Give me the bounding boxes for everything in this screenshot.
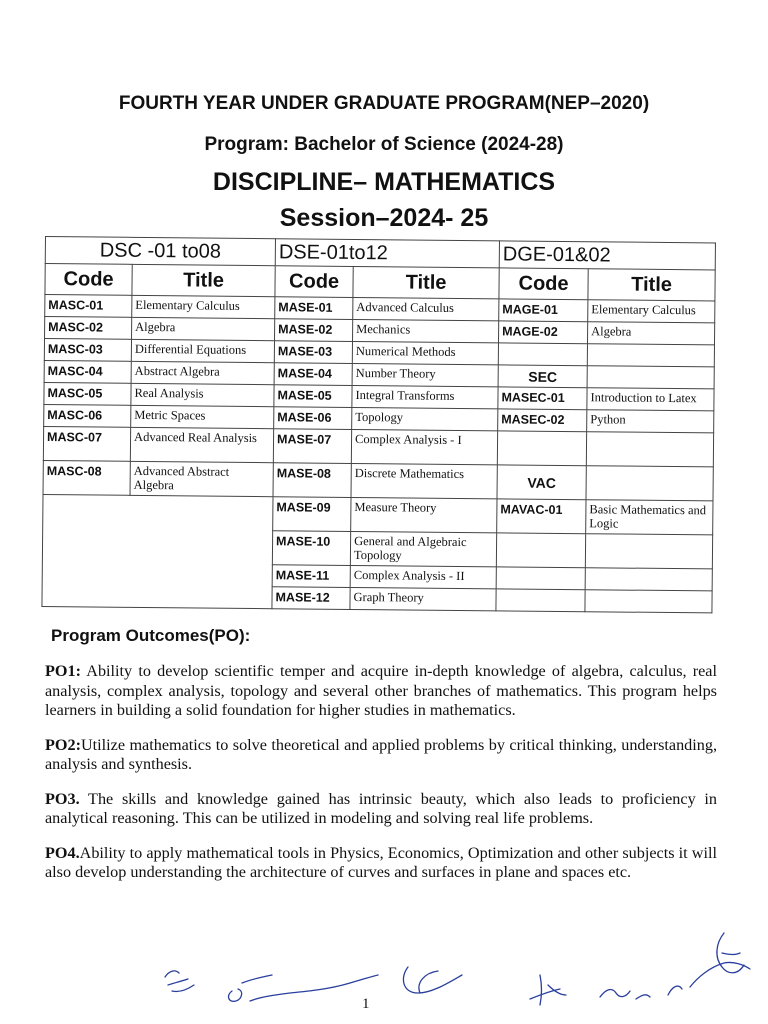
dse-title: Mechanics: [353, 319, 499, 342]
dsc-title: Advanced Real Analysis: [130, 427, 273, 462]
po-item: [45, 844, 717, 883]
group-header-dge: DGE-01&02: [499, 241, 715, 270]
dse-code: MASE-11: [272, 565, 350, 588]
po-text: Ability to develop scientific temper and acquire in-depth knowledge of algebra, calculus, real analysis, complex analysis, topology and several other branches of mathematics. This program helps learners in building a solid foundation for higher studies in mathematics.: [45, 662, 717, 719]
po-label: PO3.: [45, 789, 80, 808]
po-label: PO4.: [45, 843, 80, 862]
dsc-title: Elementary Calculus: [132, 295, 275, 318]
group-header-dse: DSE-01to12: [275, 239, 499, 268]
dse-title: Advanced Calculus: [353, 297, 499, 320]
vac-label: VAC: [497, 465, 586, 500]
empty-cell: [585, 568, 712, 591]
empty-cell: [496, 589, 585, 612]
sec-title: Python: [587, 410, 714, 433]
dsc-code: MASC-05: [44, 382, 131, 405]
dsc-title: Algebra: [132, 317, 275, 340]
dse-title: Complex Analysis - II: [350, 565, 496, 588]
empty-cell: [497, 431, 586, 466]
column-header-title: Title: [588, 269, 715, 301]
empty-cell: [587, 366, 714, 389]
dse-code: MASE-12: [272, 587, 350, 610]
sec-title: Introduction to Latex: [587, 388, 714, 411]
po-text: Ability to apply mathematical tools in Physics, Economics, Optimization and other subjects it will also develop understanding the architecture of curves and surfaces in plane and spaces etc.: [45, 843, 717, 881]
dse-title: Complex Analysis - I: [351, 429, 497, 464]
po-label: PO2:: [45, 735, 81, 754]
dge-code: MAGE-02: [499, 321, 588, 344]
empty-cell: [587, 344, 714, 367]
dge-title: Algebra: [588, 322, 715, 345]
dsc-title: Advanced Abstract Algebra: [130, 461, 273, 496]
empty-cell: [498, 343, 587, 366]
po-label: PO1:: [45, 662, 81, 680]
sec-code: MASEC-02: [498, 409, 587, 432]
empty-cell: [586, 466, 713, 501]
dse-title: General and Algebraic Topology: [350, 531, 496, 566]
header-discipline: DISCIPLINE– MATHEMATICS: [212, 168, 556, 196]
header-program: Program: Bachelor of Science (2024-28): [204, 134, 564, 155]
group-header-dsc: DSC -01 to08: [45, 237, 275, 266]
dsc-code: MASC-01: [45, 295, 132, 318]
dsc-title: Metric Spaces: [131, 405, 274, 428]
dse-code: MASE-02: [275, 319, 353, 342]
column-header-title: Title: [132, 264, 275, 296]
dge-title: Elementary Calculus: [588, 300, 715, 323]
dse-code: MASE-07: [273, 429, 351, 464]
dse-title: Number Theory: [352, 363, 498, 386]
dse-title: Discrete Mathematics: [351, 463, 497, 498]
column-header-title: Title: [353, 266, 499, 298]
po-item: [45, 736, 717, 775]
dse-code: MASE-03: [274, 341, 352, 364]
header-session: Session–2024- 25: [279, 204, 489, 232]
po-text: The skills and knowledge gained has intrinsic beauty, which also leads to proficiency in analytical reasoning. This can be utilized in modeling and solving real life problems.: [45, 789, 717, 827]
dse-code: MASE-09: [273, 497, 351, 532]
sec-label: SEC: [498, 365, 587, 388]
dse-title: Measure Theory: [351, 497, 497, 532]
dse-code: MASE-08: [273, 463, 351, 498]
po-text: Utilize mathematics to solve theoretical and applied problems by critical thinking, understanding, analysis and synthesis.: [45, 735, 717, 773]
empty-cell: [585, 590, 712, 613]
column-header-code: Code: [499, 268, 588, 300]
dsc-title: Real Analysis: [131, 383, 274, 406]
dsc-code: MASC-04: [44, 360, 131, 383]
empty-cell: [586, 432, 713, 467]
program-outcomes-heading: Program Outcomes(PO):: [51, 626, 251, 645]
dsc-title: Differential Equations: [131, 339, 274, 362]
po-item: [45, 790, 717, 829]
vac-code: MAVAC-01: [497, 499, 586, 534]
sec-code: MASEC-01: [498, 387, 587, 410]
dsc-code: MASC-02: [45, 317, 132, 340]
dse-code: MASE-04: [274, 363, 352, 386]
vac-title: Basic Mathematics and Logic: [586, 500, 713, 535]
curriculum-table: [41, 236, 716, 613]
empty-block: [42, 494, 273, 608]
dsc-code: MASC-03: [44, 339, 131, 362]
dsc-code: MASC-06: [44, 404, 131, 427]
dse-title: Topology: [352, 407, 498, 430]
column-header-code: Code: [45, 264, 132, 296]
dsc-title: Abstract Algebra: [131, 361, 274, 384]
page-number: 1: [362, 996, 370, 1012]
dsc-code: MASC-07: [43, 426, 130, 461]
dse-title: Integral Transforms: [352, 385, 498, 408]
dse-title: Numerical Methods: [352, 341, 498, 364]
empty-cell: [496, 533, 585, 568]
empty-cell: [585, 534, 712, 569]
handwritten-signatures: [0, 925, 768, 1024]
dse-code: MASE-10: [272, 531, 350, 566]
po-item: [45, 662, 717, 721]
dse-code: MASE-06: [274, 407, 352, 430]
empty-cell: [496, 567, 585, 590]
column-header-code: Code: [275, 266, 353, 298]
dse-code: MASE-01: [275, 297, 353, 320]
dge-code: MAGE-01: [499, 299, 588, 322]
header-line-1: FOURTH YEAR UNDER GRADUATE PROGRAM(NEP–2020): [118, 93, 650, 114]
dse-code: MASE-05: [274, 385, 352, 408]
dsc-code: MASC-08: [43, 460, 130, 495]
program-outcomes: [45, 626, 717, 898]
dse-title: Graph Theory: [350, 587, 496, 610]
